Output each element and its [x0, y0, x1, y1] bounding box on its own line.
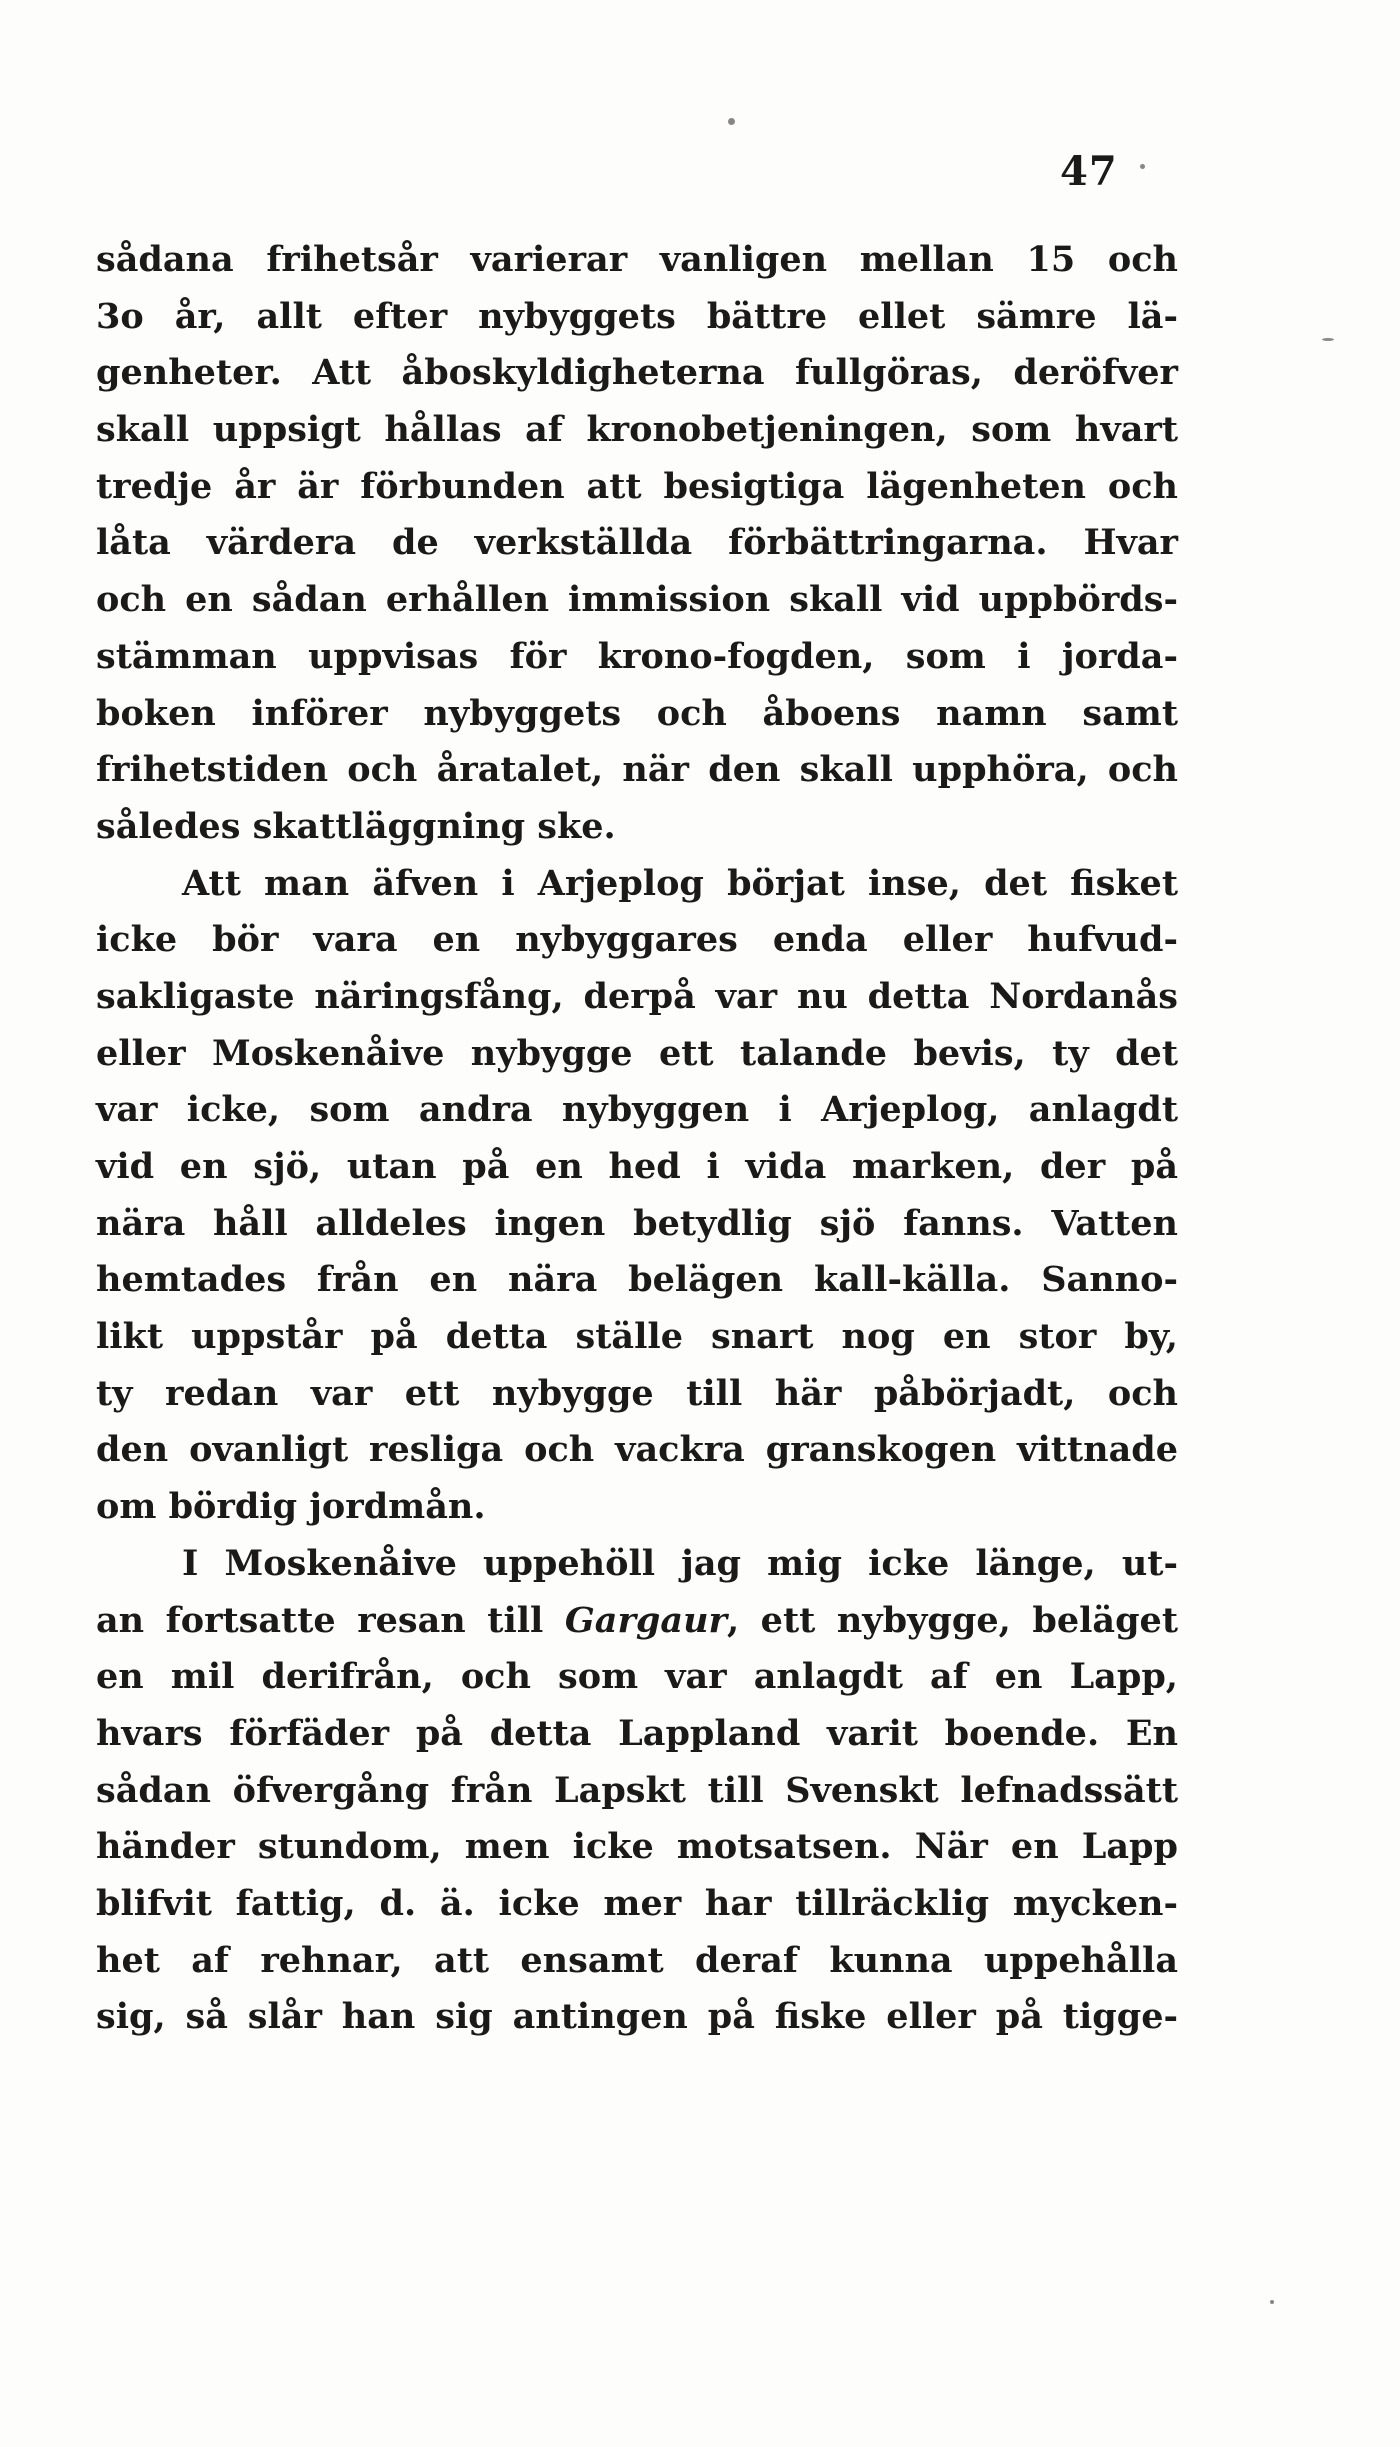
text-line: vid en sjö, utan på en hed i vida marken, der på — [96, 1146, 1178, 1187]
text-line: het af rehnar, att ensamt deraf kunna uppehålla — [96, 1939, 1178, 1981]
text-line: tredje år är förbunden att besigtiga lägenheten och — [96, 465, 1178, 507]
text-line: och en sådan erhållen immission skall vid uppbörds- — [96, 579, 1178, 621]
text-line: den ovanligt resliga och vackra granskogen vittnade — [96, 1429, 1178, 1471]
page-number: 47 — [1060, 148, 1118, 195]
text-line-start: an fortsatte resan till — [96, 1599, 565, 1641]
text-line: sådan öfvergång från Lapskt till Svenskt lefnadssätt — [96, 1769, 1178, 1811]
text-line: sig, så slår han sig antingen på fiske eller på tigge- — [96, 1996, 1178, 2038]
paper-speck — [1322, 338, 1334, 341]
text-line: 3o år, allt efter nybyggets bättre ellet sämre lä- — [96, 295, 1178, 337]
text-line: ty redan var ett nybygge till här påbörjadt, och — [96, 1372, 1178, 1414]
text-line: hvars förfäder på detta Lappland varit boende. En — [96, 1712, 1178, 1754]
text-line: likt uppstår på detta ställe snart nog en stor by, — [96, 1316, 1178, 1358]
text-line-end: , ett nybygge, beläget — [726, 1599, 1178, 1641]
text-line: sådana frihetsår varierar vanligen mellan 15 och — [96, 239, 1178, 280]
body-text — [96, 232, 1178, 2046]
text-line: icke bör vara en nybyggares enda eller hufvud- — [96, 919, 1178, 961]
text-line: genheter. Att åboskyldigheterna fullgöras, deröfver — [96, 352, 1178, 394]
text-line — [96, 1593, 1178, 1650]
text-line: om bördig jordmån. — [96, 1486, 486, 1528]
text-line: blifvit fattig, d. ä. icke mer har tillräcklig mycken- — [96, 1882, 1178, 1924]
text-line: sakligaste näringsfång, derpå var nu detta Nordanås — [96, 975, 1178, 1017]
text-line: hemtades från en nära belägen kall-källa. Sanno- — [96, 1259, 1178, 1301]
text-line: skall uppsigt hållas af kronobetjeningen, som hvart — [96, 409, 1178, 451]
text-line: eller Moskenåive nybygge ett talande bevis, ty det — [96, 1032, 1178, 1074]
text-line: boken införer nybyggets och åboens namn samt — [96, 692, 1178, 734]
place-name-italic: Gargaur — [564, 1599, 727, 1641]
paper-speck — [728, 118, 735, 125]
text-line: således skattläggning ske. — [96, 805, 616, 847]
text-line: nära håll alldeles ingen betydlig sjö fanns. Vatten — [96, 1202, 1178, 1244]
text-line: frihetstiden och åratalet, när den skall upphöra, och — [96, 749, 1178, 791]
text-line: en mil derifrån, och som var anlagdt af en Lapp, — [96, 1656, 1178, 1698]
text-line: låta värdera de verkställda förbättringarna. Hvar — [96, 522, 1178, 564]
text-line: Att man äfven i Arjeplog börjat inse, det fisket — [182, 862, 1178, 904]
text-line: var icke, som andra nybyggen i Arjeplog, anlagdt — [96, 1089, 1178, 1131]
text-line: händer stundom, men icke motsatsen. När en Lapp — [96, 1826, 1178, 1868]
paper-speck — [1270, 2300, 1274, 2304]
text-line: I Moskenåive uppehöll jag mig icke länge, ut- — [182, 1542, 1178, 1584]
paper-speck — [1140, 164, 1145, 169]
text-line: stämman uppvisas för krono-fogden, som i jorda- — [96, 635, 1178, 677]
